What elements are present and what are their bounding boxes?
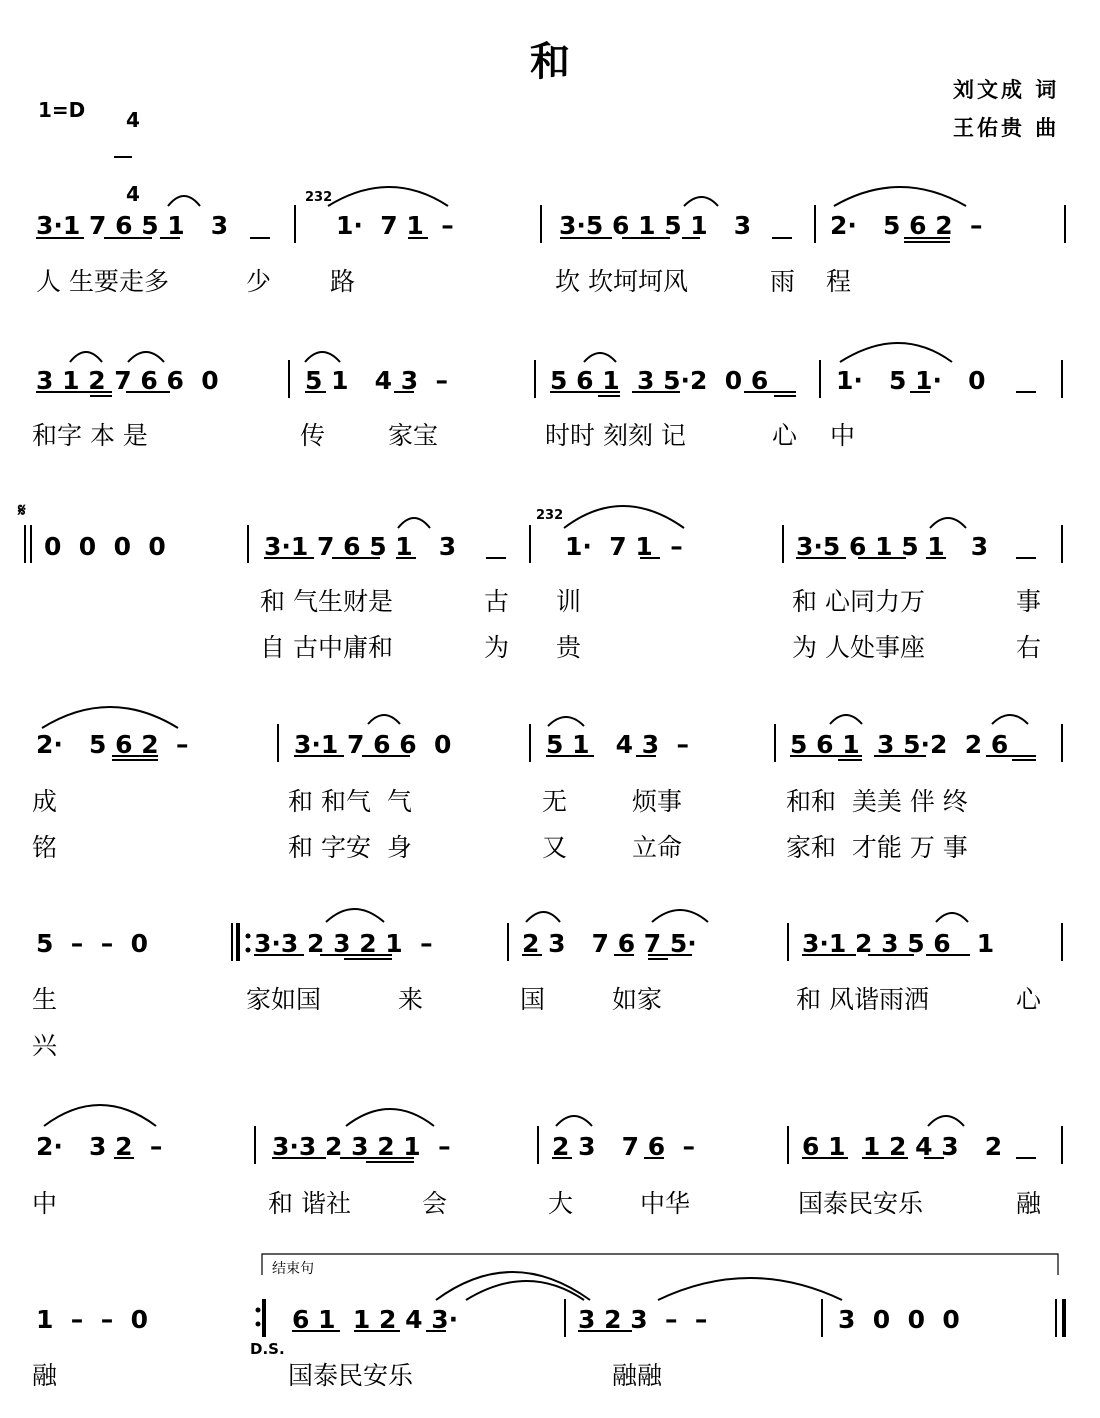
measure-4: 2· 5 6 2 – xyxy=(830,211,983,240)
measure-8: 1· 5 1· 0 xyxy=(836,366,986,395)
lyric: 和 和气 气 xyxy=(288,787,412,816)
measure-13: 2· 5 6 2 – xyxy=(36,730,189,759)
measure-21: 2· 3 2 – xyxy=(36,1132,163,1161)
lyric: 国泰民安乐 xyxy=(798,1189,924,1218)
time-signature-bottom: 4 xyxy=(125,182,140,206)
measure-11: 1· 7 1 – xyxy=(565,532,683,561)
measure-9: 0 0 0 0 xyxy=(44,532,166,561)
measure-15: 5 1 4 3 – xyxy=(546,730,690,759)
ds-mark: D.S. xyxy=(250,1340,285,1358)
coda-box-label: 结束句 xyxy=(272,1261,314,1277)
slur xyxy=(70,352,102,362)
measure-28: 3 0 0 0 xyxy=(838,1305,960,1334)
lyric: 传 xyxy=(300,421,326,450)
slur xyxy=(436,1272,590,1300)
measure-27: 3 2 3 – – xyxy=(578,1305,708,1334)
slur xyxy=(930,518,966,528)
measure-14: 3·1 7 6 6 0 xyxy=(294,730,452,759)
repeat-dot xyxy=(256,1308,261,1313)
lyric: 人 生要走多 xyxy=(36,267,169,296)
composer-credit: 王佑贵 曲 xyxy=(953,116,1060,140)
lyric: 烦事 xyxy=(632,787,683,816)
measure-19: 2 3 7 6 7 5· xyxy=(522,929,697,958)
lyric: 家和 才能 万 事 xyxy=(786,833,968,862)
slur xyxy=(328,187,448,206)
lyric: 事 xyxy=(1016,587,1042,616)
lyric: 融融 xyxy=(612,1361,663,1390)
lyric: 大 xyxy=(548,1189,574,1218)
lyric: 和 气生财是 xyxy=(260,587,393,616)
lyric: 铭 xyxy=(32,833,58,862)
lyric: 中 xyxy=(32,1189,58,1218)
lyric: 心 xyxy=(772,421,798,450)
slur xyxy=(168,196,200,206)
lyric: 融 xyxy=(32,1361,58,1390)
lyric: 自 古中庸和 xyxy=(260,633,393,662)
lyric: 家如国 xyxy=(246,985,322,1014)
slur xyxy=(346,1109,434,1126)
measure-3: 3·5 6 1 5 1 3 xyxy=(559,211,752,240)
lyric: 和和 美美 伴 终 xyxy=(786,787,968,816)
slur xyxy=(44,1105,156,1126)
slur xyxy=(830,715,862,724)
measure-16: 5 6 1 3 5·2 2 6 xyxy=(790,730,1009,759)
lyricist-credit: 刘文成 词 xyxy=(953,78,1060,102)
slur xyxy=(305,352,340,362)
slur xyxy=(564,506,684,528)
lyric: 贵 xyxy=(556,633,582,662)
slur xyxy=(652,910,708,922)
measure-6: 5 1 4 3 – xyxy=(305,366,449,395)
slur xyxy=(326,909,384,922)
segno-sign: 𝄋 xyxy=(18,500,26,521)
measure-25: 1 – – 0 xyxy=(36,1305,149,1334)
lyric: 少 xyxy=(246,267,272,296)
lyric: 古 xyxy=(484,587,510,616)
lyric: 程 xyxy=(826,267,852,296)
lyric: 和字 本 是 xyxy=(32,421,148,450)
measure-26: 6 1 1 2 4 3· xyxy=(292,1305,459,1334)
lyric: 兴 xyxy=(32,1031,58,1060)
lyric: 和 字安 身 xyxy=(288,833,412,862)
grace-note: 232 xyxy=(536,508,564,523)
lyric: 成 xyxy=(32,787,58,816)
measure-24: 6 1 1 2 4 3 2 xyxy=(802,1132,1003,1161)
lyric: 时时 刻刻 记 xyxy=(545,421,686,450)
lyric: 为 人处事座 xyxy=(792,633,925,662)
lyric: 家宝 xyxy=(388,421,439,450)
lyric: 中 xyxy=(830,421,856,450)
lyric: 生 xyxy=(32,985,58,1014)
measure-1: 3·1 7 6 5 1 3 xyxy=(36,211,229,240)
slur xyxy=(834,187,966,206)
lyric: 如家 xyxy=(612,985,663,1014)
repeat-dot xyxy=(256,1322,261,1327)
slur xyxy=(556,1116,592,1126)
lyric: 融 xyxy=(1016,1189,1042,1218)
measure-18: 3·3 2 3 2 1 – xyxy=(254,929,433,958)
slur xyxy=(548,717,584,726)
lyric: 心 xyxy=(1016,985,1042,1014)
song-title: 和 xyxy=(530,39,570,85)
lyric: 又 xyxy=(542,833,568,862)
lyric: 无 xyxy=(542,787,568,816)
slur xyxy=(128,352,164,362)
slur xyxy=(658,1278,842,1300)
lyric: 和 谐社 xyxy=(268,1189,351,1218)
measure-17: 5 – – 0 xyxy=(36,929,149,958)
measure-22: 3·3 2 3 2 1 – xyxy=(272,1132,451,1161)
slur xyxy=(368,715,400,724)
grace-note: 232 xyxy=(305,190,333,205)
lyric: 雨 xyxy=(770,267,796,296)
slur xyxy=(466,1281,584,1300)
measure-10: 3·1 7 6 5 1 3 xyxy=(264,532,457,561)
slur xyxy=(936,913,968,922)
slur xyxy=(928,1116,964,1126)
slur xyxy=(584,353,616,362)
slur xyxy=(992,715,1028,724)
measure-20: 3·1 2 3 5 6 1 xyxy=(802,929,995,958)
lyric: 路 xyxy=(330,267,356,296)
measure-12: 3·5 6 1 5 1 3 xyxy=(796,532,989,561)
lyric: 坎 坎坷坷风 xyxy=(555,267,688,296)
measure-5: 3 1 2 7 6 6 0 xyxy=(36,366,219,395)
lyric: 为 xyxy=(484,633,510,662)
slur xyxy=(398,518,430,528)
slur xyxy=(684,197,718,206)
lyric: 和 风谐雨洒 xyxy=(796,985,929,1014)
time-signature-top: 4 xyxy=(125,108,140,132)
lyric: 训 xyxy=(556,587,582,616)
slur xyxy=(42,707,178,728)
slur xyxy=(840,343,952,362)
measure-2: 1· 7 1 – xyxy=(336,211,454,240)
slur xyxy=(526,912,560,922)
measure-23: 2 3 7 6 – xyxy=(552,1132,696,1161)
lyric: 中华 xyxy=(640,1189,691,1218)
repeat-dot xyxy=(246,948,251,953)
lyric: 和 心同力万 xyxy=(792,587,925,616)
measure-7: 5 6 1 3 5·2 0 6 xyxy=(550,366,769,395)
lyric: 来 xyxy=(398,985,424,1014)
lyric: 国泰民安乐 xyxy=(288,1361,414,1390)
repeat-dot xyxy=(246,934,251,939)
key-signature: 1=D xyxy=(38,98,86,122)
lyric: 右 xyxy=(1016,633,1042,662)
lyric: 会 xyxy=(422,1189,448,1218)
lyric: 立命 xyxy=(632,833,683,862)
coda-bracket xyxy=(262,1254,1058,1275)
lyric: 国 xyxy=(520,985,546,1014)
